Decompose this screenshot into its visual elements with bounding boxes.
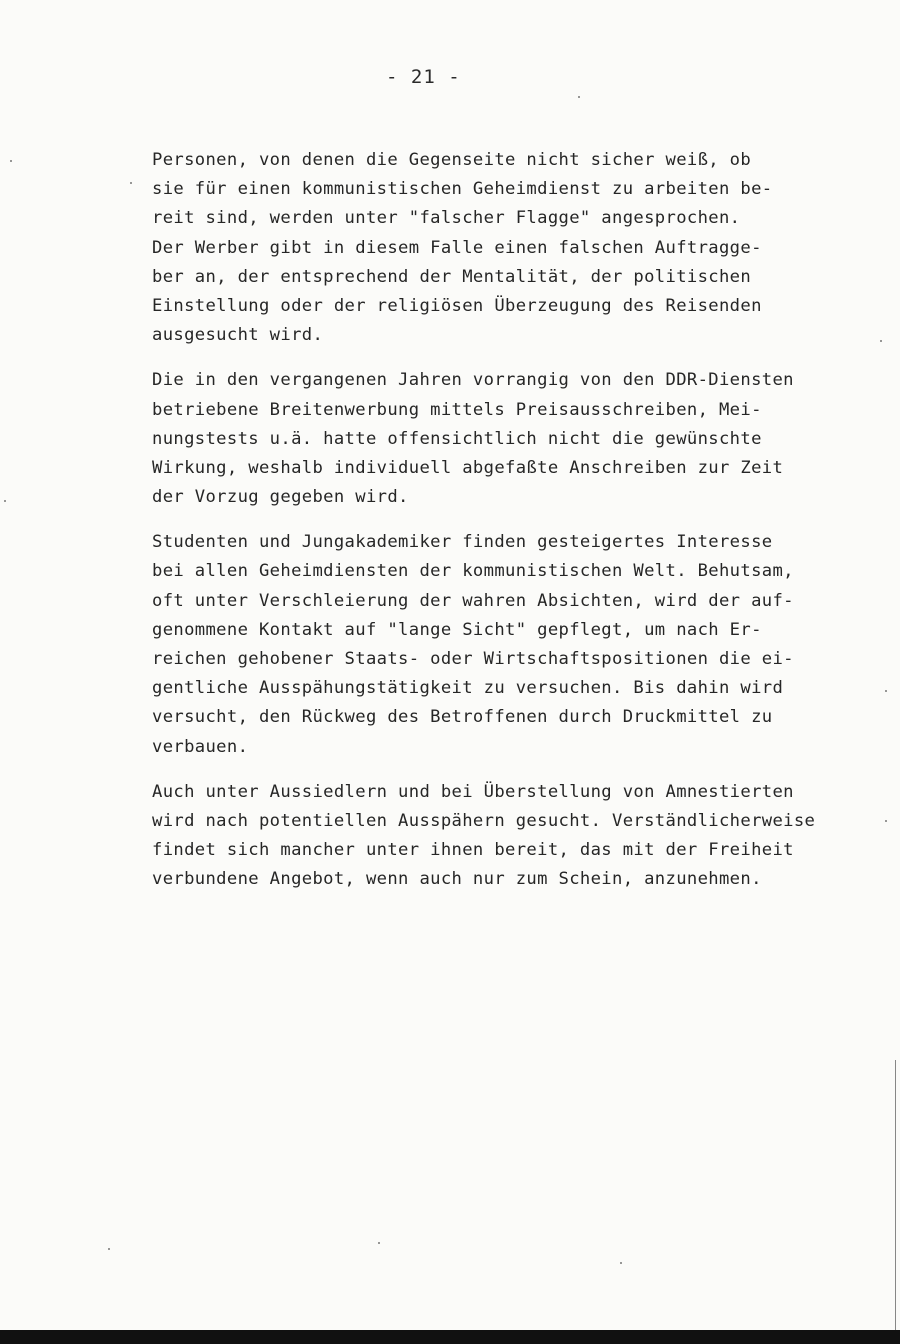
text-line: findet sich mancher unter ihnen bereit, das mit der Freiheit	[152, 840, 794, 861]
text-line: Wirkung, weshalb individuell abgefaßte Anschreiben zur Zeit	[152, 457, 784, 478]
text-line: reichen gehobener Staats- oder Wirtschaftspositionen die ei-	[152, 649, 794, 669]
text-line: nungstests u.ä. hatte offensichtlich nicht die gewünschte	[152, 428, 762, 449]
text-line: Auch unter Aussiedlern und bei Überstellung von Amnestierten	[152, 781, 794, 802]
text-line: Studenten und Jungakademiker finden gesteigertes Interesse	[152, 532, 773, 553]
scan-speck	[880, 340, 882, 342]
scan-speck	[130, 182, 132, 184]
scan-speck	[10, 160, 12, 162]
text-line: verbundene Angebot, wenn auch nur zum Schein, anzunehmen.	[152, 869, 762, 890]
scan-bottom-border	[0, 1330, 900, 1344]
scan-edge-line	[895, 1060, 896, 1330]
text-line: sie für einen kommunistischen Geheimdienst zu arbeiten be-	[152, 179, 773, 200]
paragraph	[152, 146, 872, 350]
scan-speck	[4, 500, 6, 502]
text-line: Der Werber gibt in diesem Falle einen falschen Auftragge-	[152, 237, 762, 258]
text-line: genommene Kontakt auf "lange Sicht" gepflegt, um nach Er-	[152, 619, 762, 640]
text-line: der Vorzug gegeben wird.	[152, 487, 409, 508]
scan-speck	[620, 1262, 622, 1264]
scan-speck	[578, 96, 580, 98]
paragraph	[152, 778, 872, 895]
text-line: Die in den vergangenen Jahren vorrangig von den DDR-Diensten	[152, 370, 794, 391]
body-text	[152, 146, 872, 911]
text-line: Einstellung oder der religiösen Überzeugung des Reisenden	[152, 295, 762, 316]
text-line: ber an, der entsprechend der Mentalität, der politischen	[152, 266, 752, 287]
scan-speck	[108, 1248, 110, 1250]
text-line: gentliche Ausspähungstätigkeit zu versuchen. Bis dahin wird	[152, 678, 784, 699]
paragraph	[152, 528, 872, 762]
text-line: versucht, den Rückweg des Betroffenen durch Druckmittel zu	[152, 707, 773, 728]
paragraph	[152, 366, 872, 512]
text-line: reit sind, werden unter "falscher Flagge" angesprochen.	[152, 208, 741, 229]
text-line: betriebene Breitenwerbung mittels Preisausschreiben, Mei-	[152, 399, 762, 420]
scan-speck	[885, 690, 887, 692]
text-line: bei allen Geheimdiensten der kommunistischen Welt. Behutsam,	[152, 561, 794, 582]
text-line: Personen, von denen die Gegenseite nicht sicher weiß, ob	[152, 150, 752, 170]
text-line: oft unter Verschleierung der wahren Absichten, wird der auf-	[152, 590, 794, 611]
scan-speck	[378, 1242, 380, 1244]
text-line: ausgesucht wird.	[152, 325, 324, 346]
text-line: verbauen.	[152, 736, 249, 757]
scan-speck	[885, 820, 887, 822]
text-line: wird nach potentiellen Ausspähern gesucht. Verständlicherweise	[152, 810, 816, 831]
page-number: - 21 -	[386, 66, 461, 88]
